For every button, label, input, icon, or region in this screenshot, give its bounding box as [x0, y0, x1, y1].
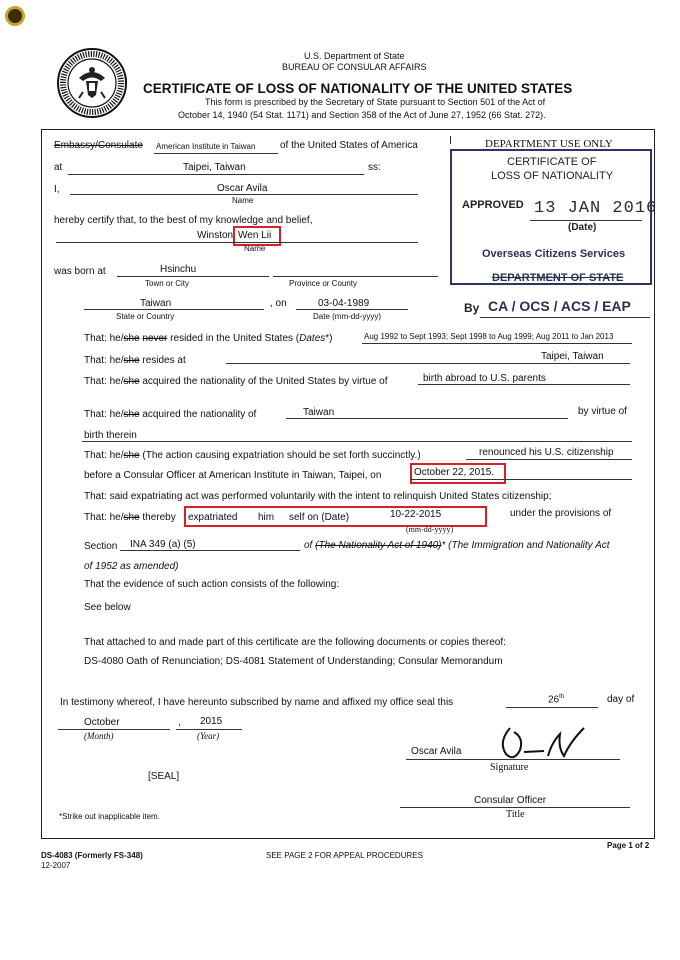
year-caption: (Year) — [197, 731, 220, 741]
date-caption: Date (mm-dd-yyyy) — [313, 312, 382, 321]
birth-country: Taiwan — [140, 298, 172, 309]
name-caption: Name — [232, 196, 254, 205]
page-number: Page 1 of 2 — [607, 841, 650, 850]
at-value: Taipei, Taiwan — [183, 162, 246, 173]
seal-label: [SEAL] — [148, 771, 180, 782]
before-date: October 22, 2015. — [414, 467, 495, 478]
title-value: Consular Officer — [474, 795, 547, 806]
of-1952-text: of 1952 as amended) — [84, 561, 179, 572]
stamp-by-label: By — [464, 301, 480, 315]
at-label: at — [54, 162, 63, 173]
month-caption: (Month) — [84, 731, 114, 741]
appeal-note: SEE PAGE 2 FOR APPEAL PROCEDURES — [266, 851, 423, 860]
stamp-approved-label: APPROVED — [462, 199, 524, 211]
provisions-text: under the provisions of — [510, 508, 612, 519]
evidence-statement: That the evidence of such action consists of the following: — [84, 579, 340, 590]
born-label: was born at — [54, 266, 106, 277]
expatriation-statement: That: he/she thereby — [84, 512, 176, 523]
bureau-name: BUREAU OF CONSULAR AFFAIRS — [282, 62, 427, 72]
province-caption: Province or County — [289, 279, 358, 288]
certify-text: hereby certify that, to the best of my knowledge and belief, — [54, 215, 313, 226]
title-caption: Title — [506, 809, 525, 820]
subject-first-name: Winston — [197, 230, 234, 241]
self-on-text: self on (Date) — [289, 512, 350, 523]
attached-statement: That attached to and made part of this certificate are the following documents or copies thereof: — [84, 637, 506, 648]
name-caption-2: Name — [244, 244, 266, 253]
testimony-text: In testimony whereof, I have hereunto subscribed by name and affixed my office seal this — [60, 697, 454, 708]
voluntary-statement: That: said expatriating act was performed voluntarily with the intent to relinquish United States citizenship; — [84, 491, 552, 502]
acquired-nat-statement: That: he/she acquired the nationality of — [84, 409, 257, 420]
him-text: him — [258, 512, 275, 523]
acquired-nat-value: Taiwan — [303, 407, 335, 418]
stamp-date-label: (Date) — [568, 222, 597, 233]
comma-text: , — [178, 717, 181, 728]
resided-statement: That: he/she never resided in the United States (Dates*) — [84, 333, 333, 344]
signature-caption: Signature — [490, 762, 529, 773]
date-of-birth: 03-04-1989 — [318, 298, 370, 309]
action-statement: That: he/she (The action causing expatriation should be set forth succinctly.) — [84, 450, 421, 461]
form-id: DS-4083 (Formerly FS-348) — [41, 851, 143, 860]
resides-value: Taipei, Taiwan — [541, 351, 604, 362]
testimony-month: October — [84, 717, 120, 728]
on-label: , on — [270, 298, 287, 309]
stamp-title: DEPARTMENT USE ONLY — [485, 138, 613, 150]
department-use-stamp — [450, 136, 658, 318]
testimony-day: 26th — [548, 694, 565, 706]
acquired-us-value: birth abroad to U.S. parents — [423, 373, 546, 384]
section-value: INA 349 (a) (5) — [130, 539, 196, 550]
action-value: renounced his U.S. citizenship — [479, 447, 614, 458]
signer-name: Oscar Avila — [411, 746, 462, 757]
embassy-value: American Institute in Taiwan — [156, 142, 256, 151]
mmddyyyy-caption: (mm-dd-yyyy) — [406, 525, 454, 534]
resides-statement: That: he/she resides at — [84, 355, 186, 366]
expatriation-date: 10-22-2015 — [390, 509, 442, 520]
subject-last-name: Wen Lii — [238, 230, 272, 241]
expatriated-text: expatriated — [188, 512, 238, 523]
birth-town: Hsinchu — [160, 264, 197, 275]
stamp-approved-date: 13 JAN 2016 — [534, 199, 658, 218]
documents-list: DS-4080 Oath of Renunciation; DS-4081 Statement of Understanding; Consular Memorandum — [84, 656, 503, 667]
country-caption: State or Country — [116, 312, 175, 321]
ss-label: ss: — [368, 162, 381, 173]
department-name: U.S. Department of State — [304, 51, 405, 61]
embassy-label: Embassy/Consulate — [54, 140, 143, 151]
subtitle-line-1: This form is prescribed by the Secretary of State pursuant to Section 501 of the Act of — [205, 97, 546, 107]
stamp-by-value: CA / OCS / ACS / EAP — [488, 298, 631, 314]
stamp-dept: DEPARTMENT OF STATE — [492, 272, 624, 284]
stamp-cert-line-1: CERTIFICATE OF — [507, 156, 597, 168]
day-of-text: day of — [607, 694, 635, 705]
page-title: CERTIFICATE OF LOSS OF NATIONALITY OF THE UNITED STATES — [143, 81, 573, 96]
section-label: Section — [84, 541, 118, 552]
birth-therein: birth therein — [84, 430, 137, 441]
highlight-box-expatriation — [184, 506, 487, 527]
department-seal-icon — [57, 48, 127, 118]
i-label: I, — [54, 184, 60, 195]
officer-name: Oscar Avila — [217, 183, 268, 194]
highlight-box-name — [233, 226, 281, 246]
testimony-year: 2015 — [200, 716, 223, 727]
form-revision: 12-2007 — [41, 861, 71, 870]
town-caption: Town or City — [145, 279, 190, 288]
stamp-cert-line-2: LOSS OF NATIONALITY — [491, 170, 614, 182]
law-statement: of (The Nationality Act of 1940)* (The Immigration and Nationality Act — [304, 540, 610, 551]
acquired-us-statement: That: he/she acquired the nationality of the United States by virtue of — [84, 376, 388, 387]
stamp-office: Overseas Citizens Services — [482, 248, 626, 260]
by-virtue-text: by virtue of — [578, 406, 627, 417]
resided-dates: Aug 1992 to Sept 1993; Sept 1998 to Aug 1999; Aug 2011 to Jan 2013 — [364, 332, 614, 341]
see-below-text: See below — [84, 602, 131, 613]
hole-punch — [5, 6, 25, 26]
of-usa-text: of the United States of America — [280, 140, 418, 151]
strike-note: *Strike out inapplicable item. — [59, 812, 160, 821]
highlight-box-renunciation-date — [410, 463, 506, 484]
before-statement: before a Consular Officer at American Institute in Taiwan, Taipei, on — [84, 470, 382, 481]
subtitle-line-2: October 14, 1940 (54 Stat. 1171) and Section 358 of the Act of June 27, 1952 (66 Stat. 272). — [178, 110, 546, 120]
